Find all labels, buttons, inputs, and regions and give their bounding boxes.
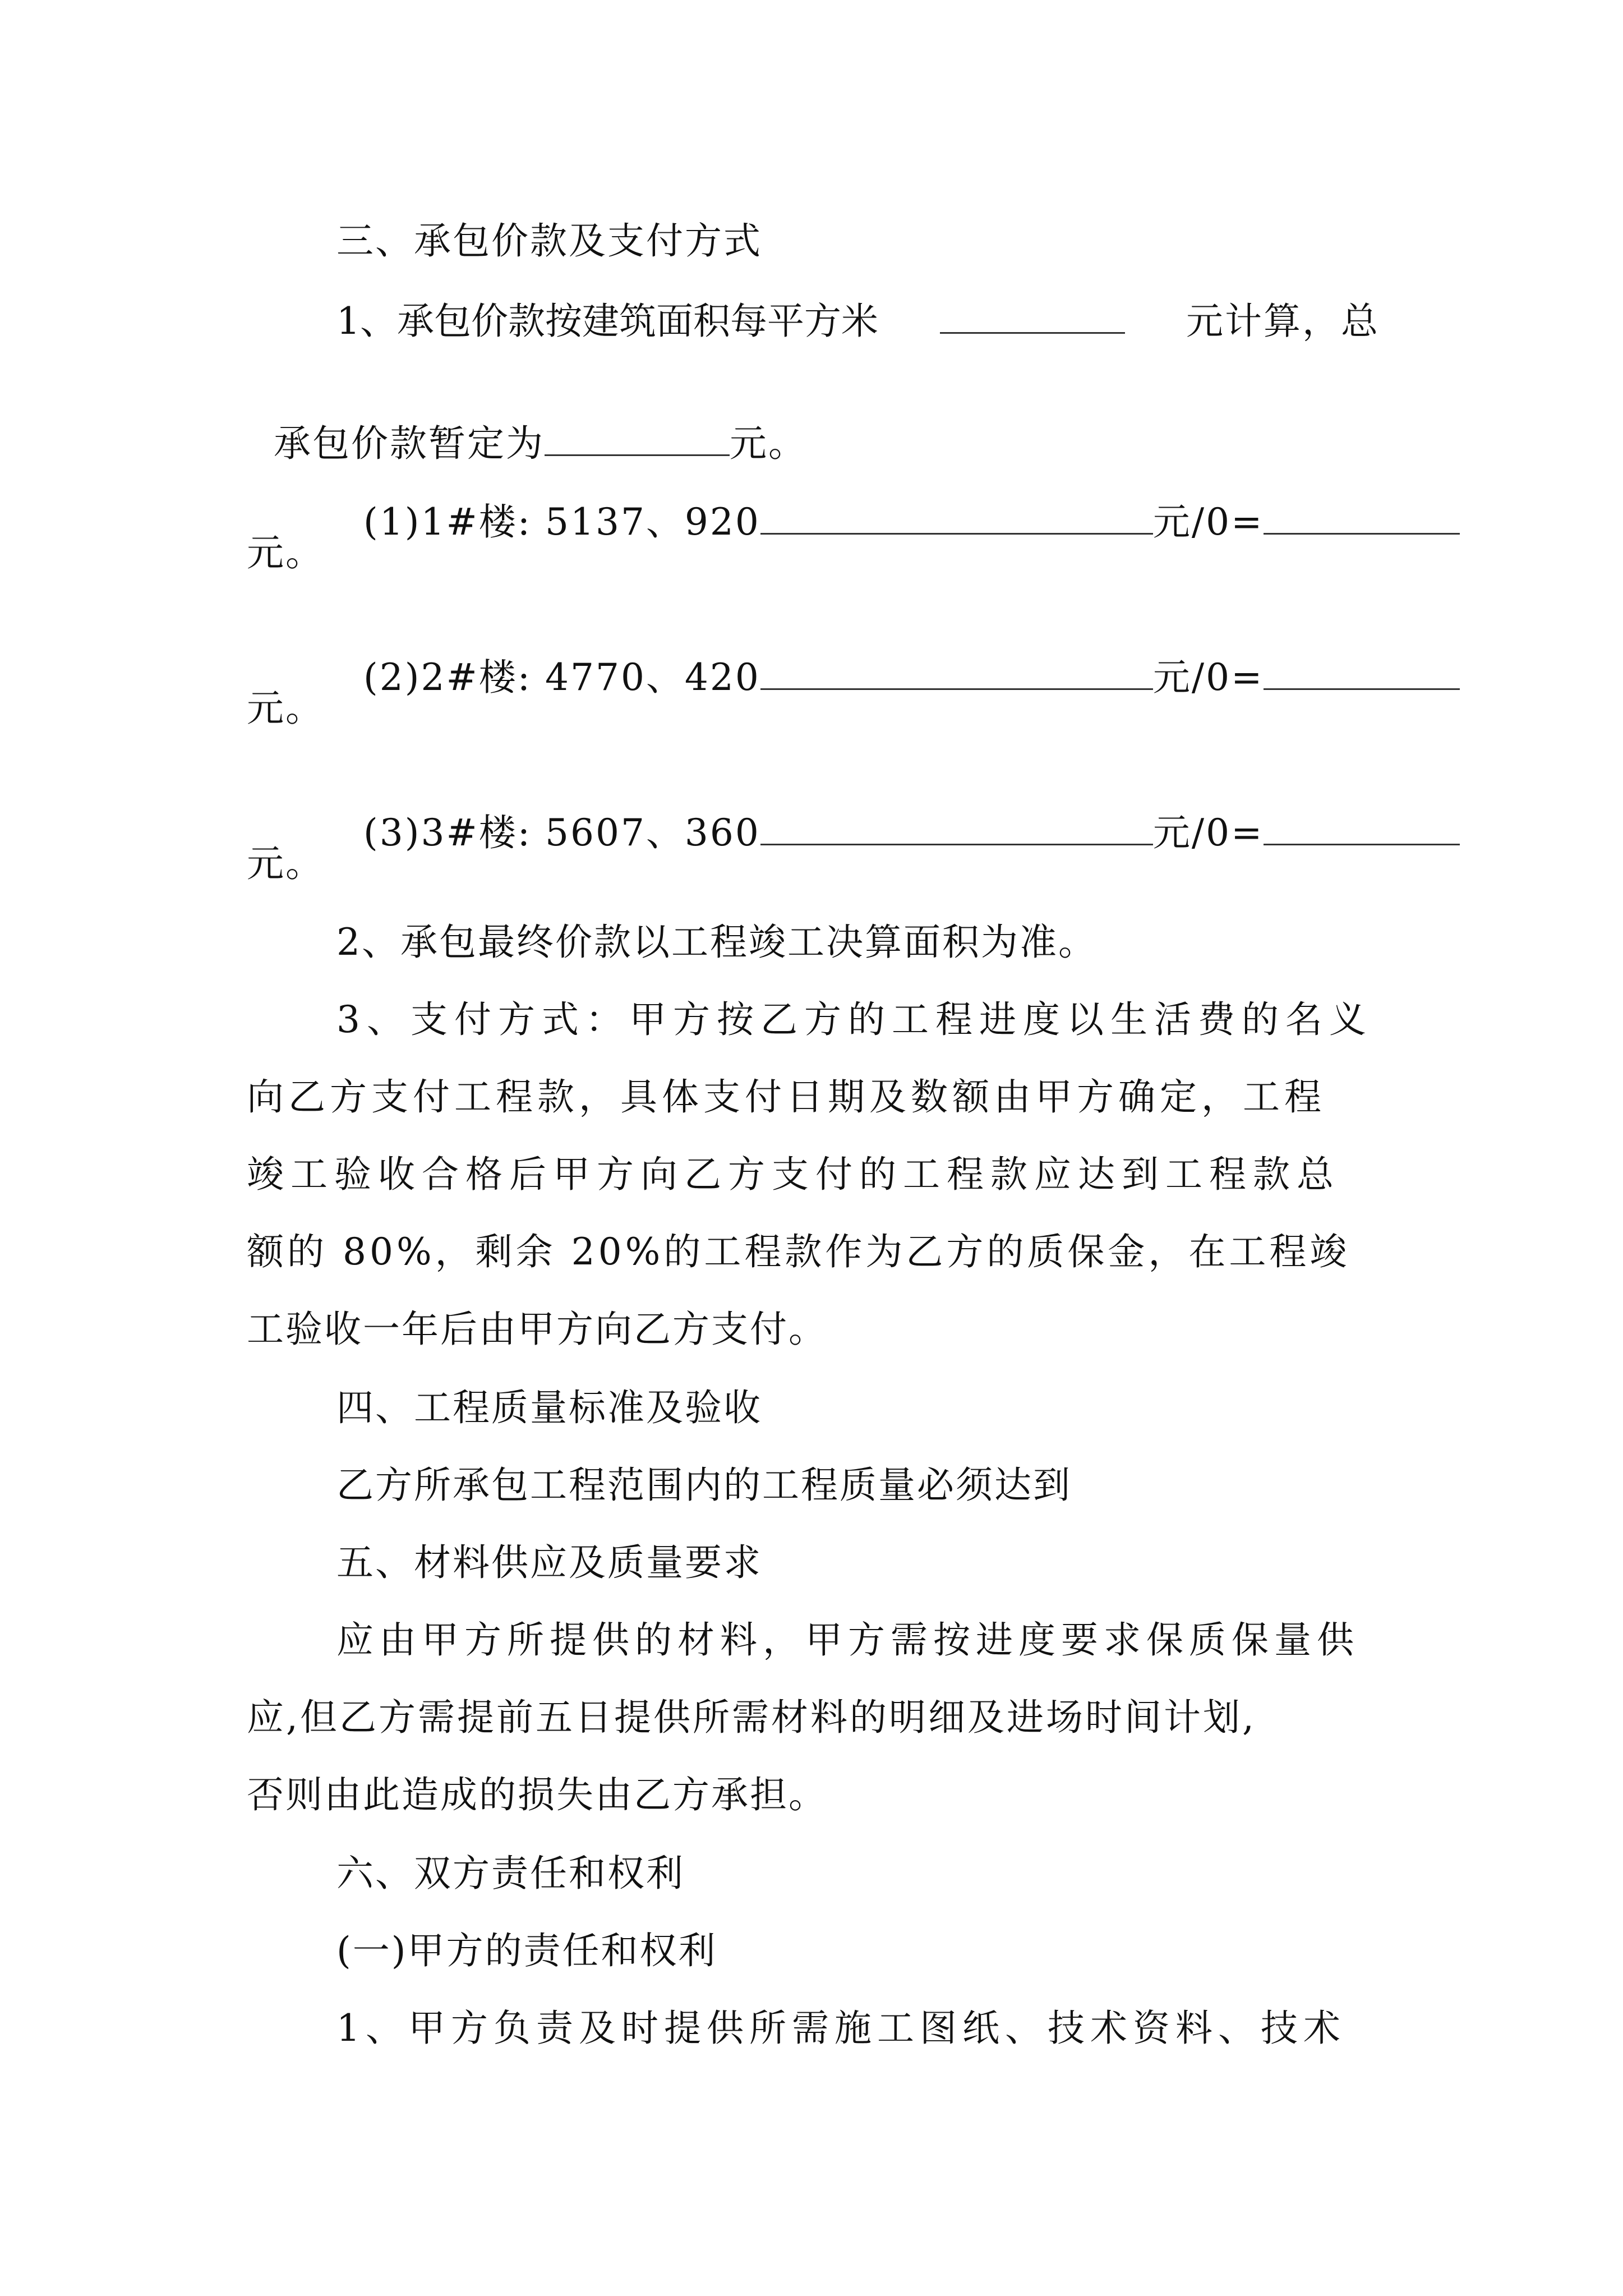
fill-in-blank	[545, 420, 730, 456]
fill-in-blank	[940, 297, 1125, 334]
paragraph-line	[336, 297, 1380, 344]
paragraph-line: 乙方所承包工程范围内的工程质量必须达到	[336, 1464, 1072, 1507]
section-heading-3: 三、承包价款及支付方式	[336, 219, 762, 263]
text-run: (2)2#楼: 4770、420	[363, 656, 760, 699]
fill-in-blank	[1264, 498, 1460, 535]
fill-in-blank	[1264, 654, 1460, 690]
paragraph-line	[336, 453, 1460, 545]
text-run: (3)3#楼: 5607、360	[363, 811, 760, 854]
paragraph-line: 向乙方支付工程款，具体支付日期及数额由甲方确定，工程	[247, 1075, 1326, 1119]
paragraph-line: 竣工验收合格后甲方向乙方支付的工程款应达到工程款总	[247, 1153, 1340, 1196]
section-heading-4: 四、工程质量标准及验收	[336, 1386, 762, 1429]
section-heading-5: 五、材料供应及质量要求	[336, 1541, 762, 1584]
text-run: (1)1#楼: 5137、920	[363, 500, 760, 544]
text-run: 元/0=	[1152, 656, 1264, 699]
paragraph-line	[336, 609, 1460, 700]
paragraph-line: 元。	[247, 687, 324, 730]
fill-in-blank	[1264, 809, 1460, 845]
text-run: 元。	[729, 422, 807, 465]
text-run: 元/0=	[1152, 500, 1264, 544]
paragraph-line: 2、承包最终价款以工程竣工决算面积为准。	[336, 921, 1097, 964]
text-run: 承包价款暂定为	[273, 422, 545, 465]
paragraph-line	[247, 375, 807, 466]
paragraph-line: 工验收一年后由甲方向乙方支付。	[247, 1308, 827, 1351]
paragraph-line: 应,但乙方需提前五日提供所需材料的明细及进场时间计划,	[247, 1696, 1256, 1739]
fill-in-blank	[760, 809, 1153, 845]
fill-in-blank	[760, 498, 1153, 535]
subsection-heading: (一)甲方的责任和权利	[336, 1929, 717, 1972]
fill-in-blank	[760, 654, 1153, 690]
text-run: 1、承包价款按建筑面积每平方米	[336, 300, 878, 343]
paragraph-line: 额的 80%，剩余 20%的工程款作为乙方的质保金，在工程竣	[247, 1230, 1350, 1273]
text-run: 元/0=	[1152, 811, 1264, 854]
paragraph-line	[336, 764, 1460, 855]
paragraph-line: 否则由此造成的损失由乙方承担。	[247, 1773, 827, 1816]
paragraph-line: 1、甲方负责及时提供所需施工图纸、技术资料、技术	[336, 2007, 1346, 2050]
paragraph-line: 应由甲方所提供的材料，甲方需按进度要求保质保量供	[336, 1618, 1359, 1662]
text-run: 元计算，总	[1186, 300, 1380, 343]
paragraph-line: 元。	[247, 531, 324, 574]
paragraph-line	[336, 997, 1380, 1042]
paragraph-line: 元。	[247, 842, 324, 885]
text-run: 3、支付方式：甲方按乙方的工程进度以生活费的名义	[336, 998, 1373, 1041]
section-heading-6: 六、双方责任和权利	[336, 1852, 685, 1895]
